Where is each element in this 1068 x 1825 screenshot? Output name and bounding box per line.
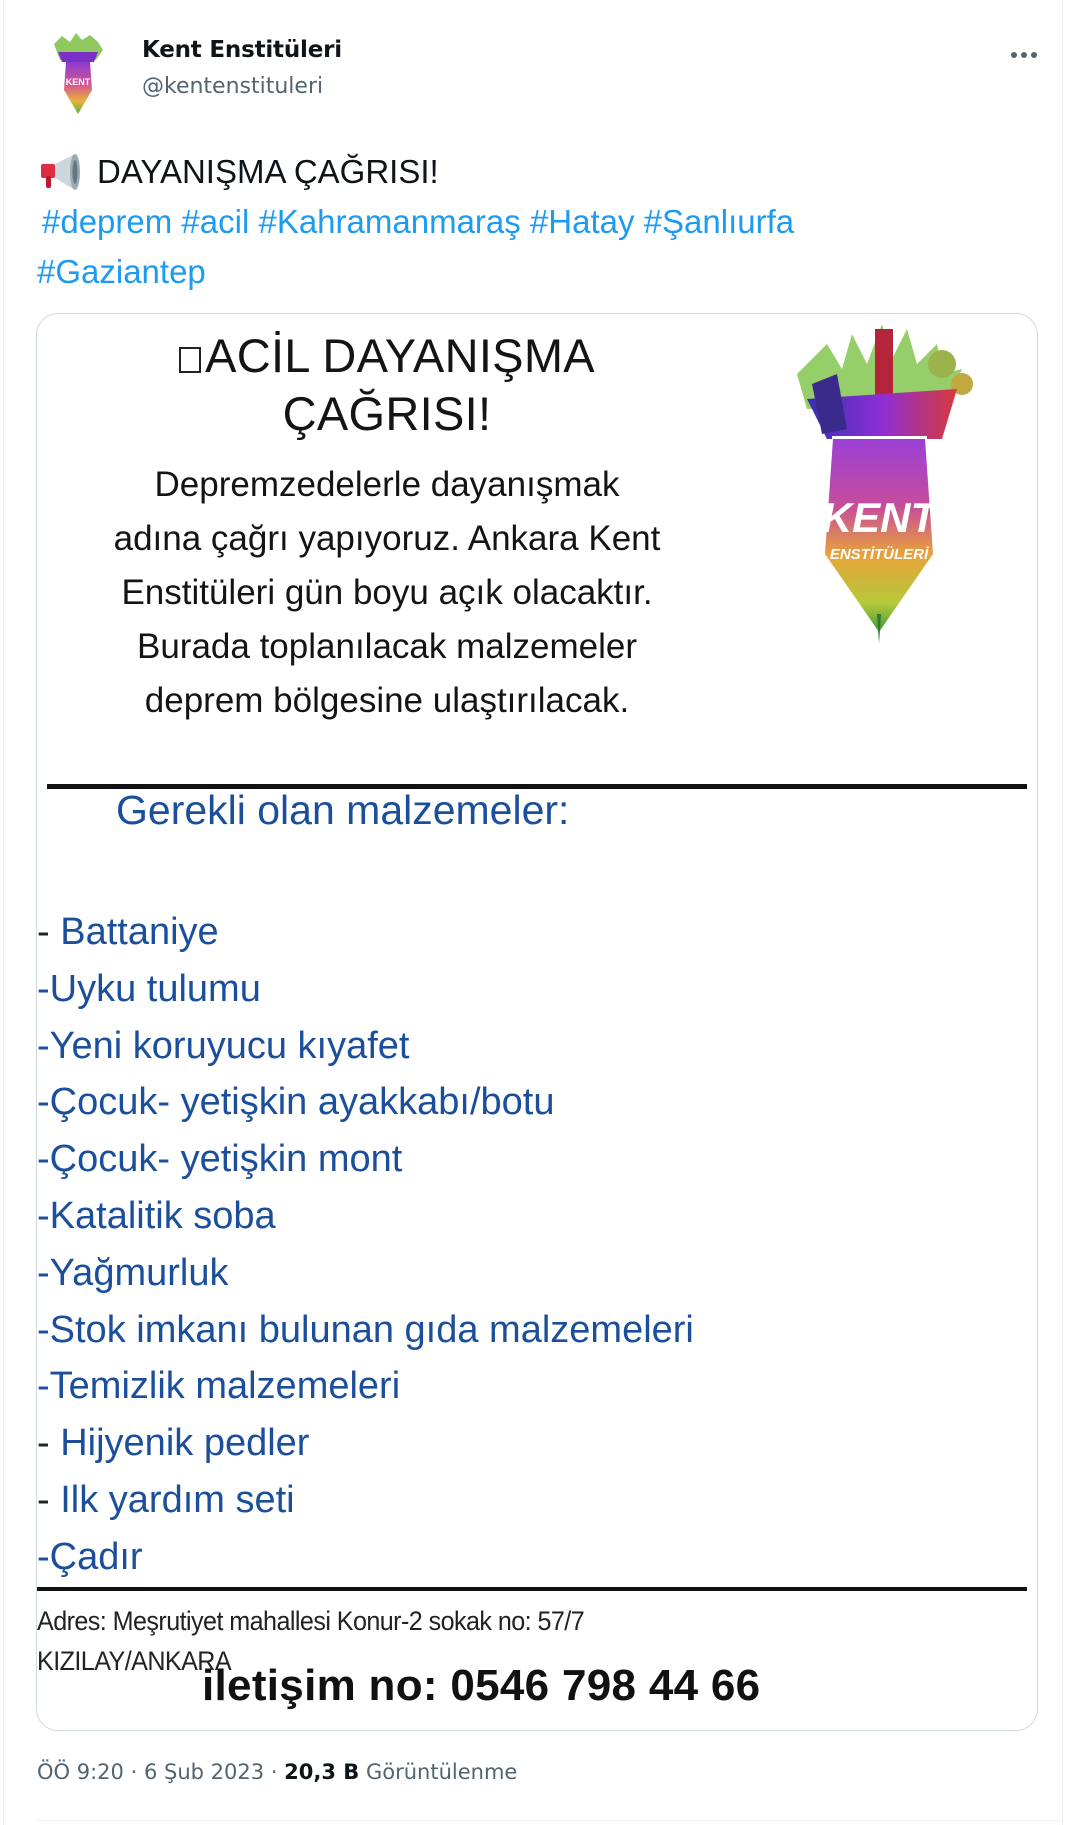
avatar[interactable] bbox=[48, 30, 108, 116]
hashtag-link[interactable]: #acil bbox=[181, 203, 250, 240]
list-item bbox=[37, 1302, 694, 1359]
list-bullet: - bbox=[37, 1081, 50, 1124]
poster-title-text: ACİL DAYANIŞMA bbox=[205, 329, 595, 382]
list-item bbox=[37, 1131, 694, 1188]
views-link[interactable] bbox=[284, 1760, 517, 1784]
list-item-text: Battaniye bbox=[60, 911, 219, 953]
list-bullet: - bbox=[37, 1535, 50, 1578]
list-bullet: - bbox=[37, 1365, 50, 1408]
views-count: 20,3 B bbox=[284, 1760, 360, 1784]
kent-enstituleri-logo bbox=[767, 314, 987, 644]
kent-enstituleri-logo-icon bbox=[48, 30, 108, 116]
list-item bbox=[37, 1472, 694, 1529]
list-bullet: - bbox=[37, 1024, 50, 1067]
paragraph-line: deprem bölgesine ulaştırılacak. bbox=[144, 681, 630, 720]
author-handle[interactable]: @kentenstituleri bbox=[142, 74, 324, 99]
hashtag-link[interactable]: #Kahramanmaraş bbox=[258, 203, 521, 240]
paragraph-line: adına çağrı yapıyoruz. Ankara Kent bbox=[113, 519, 661, 558]
list-item-text: Yağmurluk bbox=[49, 1251, 229, 1294]
megaphone-icon bbox=[37, 152, 89, 192]
list-bullet: - bbox=[37, 967, 50, 1010]
list-item-text: Yeni koruyucu kıyafet bbox=[49, 1024, 410, 1067]
meta-separator: · bbox=[130, 1760, 138, 1784]
list-item-text: Uyku tulumu bbox=[49, 967, 261, 1010]
list-item bbox=[37, 1245, 694, 1302]
paragraph-line: Enstitüleri gün boyu açık olacaktır. bbox=[121, 573, 653, 612]
hashtag-link[interactable]: #Şanlıurfa bbox=[643, 203, 795, 240]
more-horizontal-icon bbox=[1011, 52, 1017, 58]
more-options-button[interactable] bbox=[1004, 42, 1044, 68]
list-bullet: - bbox=[37, 1308, 50, 1351]
list-item bbox=[37, 1018, 694, 1075]
list-item bbox=[37, 1529, 694, 1586]
address-line: Adres: Meşrutiyet mahallesi Konur-2 sokak no: 57/7 bbox=[37, 1606, 585, 1636]
list-item bbox=[37, 1188, 694, 1245]
list-item-text: Katalitik soba bbox=[49, 1194, 276, 1237]
divider bbox=[37, 1820, 1062, 1821]
list-bullet: - bbox=[37, 1422, 61, 1465]
meta-separator: · bbox=[270, 1760, 278, 1784]
more-horizontal-icon bbox=[1021, 52, 1027, 58]
list-item-text: Stok imkanı bulunan gıda malzemeleri bbox=[49, 1308, 694, 1351]
tweet-headline: DAYANIŞMA ÇAĞRISI! bbox=[97, 153, 439, 190]
list-item-text: Hijyenik pedler bbox=[60, 1422, 310, 1465]
tweet bbox=[3, 0, 1063, 1825]
list-item bbox=[37, 1074, 694, 1131]
list-bullet: - bbox=[37, 1251, 50, 1294]
poster-title-line1 bbox=[37, 328, 737, 383]
list-item bbox=[37, 1358, 694, 1415]
svg-text:KENT: KENT bbox=[65, 77, 91, 87]
views-label: Görüntülenme bbox=[365, 1760, 518, 1784]
hashtag-link[interactable]: #Hatay bbox=[529, 203, 635, 240]
list-item-text: Çocuk- yetişkin ayakkabı/botu bbox=[49, 1081, 555, 1124]
contact-phone: iletişim no: 0546 798 44 66 bbox=[202, 1661, 761, 1710]
kent-enstituleri-logo-icon bbox=[767, 314, 987, 644]
tweet-time-link[interactable]: ÖÖ 9:20 bbox=[37, 1760, 124, 1784]
tweet-metadata bbox=[37, 1760, 517, 1784]
list-item bbox=[37, 961, 694, 1018]
tweet-date-link[interactable]: 6 Şub 2023 bbox=[143, 1760, 265, 1784]
list-item-text: Temizlik malzemeleri bbox=[49, 1365, 401, 1408]
list-bullet: - bbox=[37, 911, 61, 953]
poster-paragraph bbox=[37, 458, 737, 728]
logo-word-enstituleri: ENSTİTÜLERİ bbox=[829, 546, 929, 563]
logo-word-kent: KENT bbox=[821, 494, 937, 541]
list-item-text: Ilk yardım seti bbox=[60, 1478, 295, 1521]
address-line: KIZILAY/ANKARA bbox=[37, 1646, 232, 1676]
more-horizontal-icon bbox=[1031, 52, 1037, 58]
author-display-name[interactable]: Kent Enstitüleri bbox=[142, 37, 342, 63]
tweet-media-image[interactable] bbox=[36, 313, 1038, 1731]
items-section-heading: Gerekli olan malzemeler: bbox=[116, 787, 570, 833]
list-item bbox=[37, 1415, 694, 1472]
list-bullet: - bbox=[37, 1194, 50, 1237]
missing-glyph-box-icon bbox=[179, 347, 201, 373]
hashtag-link[interactable]: #deprem bbox=[42, 203, 173, 240]
hashtag-link[interactable]: #Gaziantep bbox=[37, 253, 206, 290]
paragraph-line: Depremzedelerle dayanışmak bbox=[154, 465, 620, 504]
poster-divider bbox=[37, 1587, 1027, 1591]
list-bullet: - bbox=[37, 1138, 50, 1181]
list-item-text: Çadır bbox=[49, 1535, 143, 1578]
list-item bbox=[37, 904, 694, 961]
poster-title-line2: ÇAĞRISI! bbox=[282, 387, 492, 440]
tweet-text bbox=[37, 147, 1037, 297]
paragraph-line: Burada toplanılacak malzemeler bbox=[137, 627, 637, 666]
list-item-text: Çocuk- yetişkin mont bbox=[49, 1138, 403, 1181]
list-bullet: - bbox=[37, 1478, 61, 1521]
items-list bbox=[37, 904, 694, 1586]
